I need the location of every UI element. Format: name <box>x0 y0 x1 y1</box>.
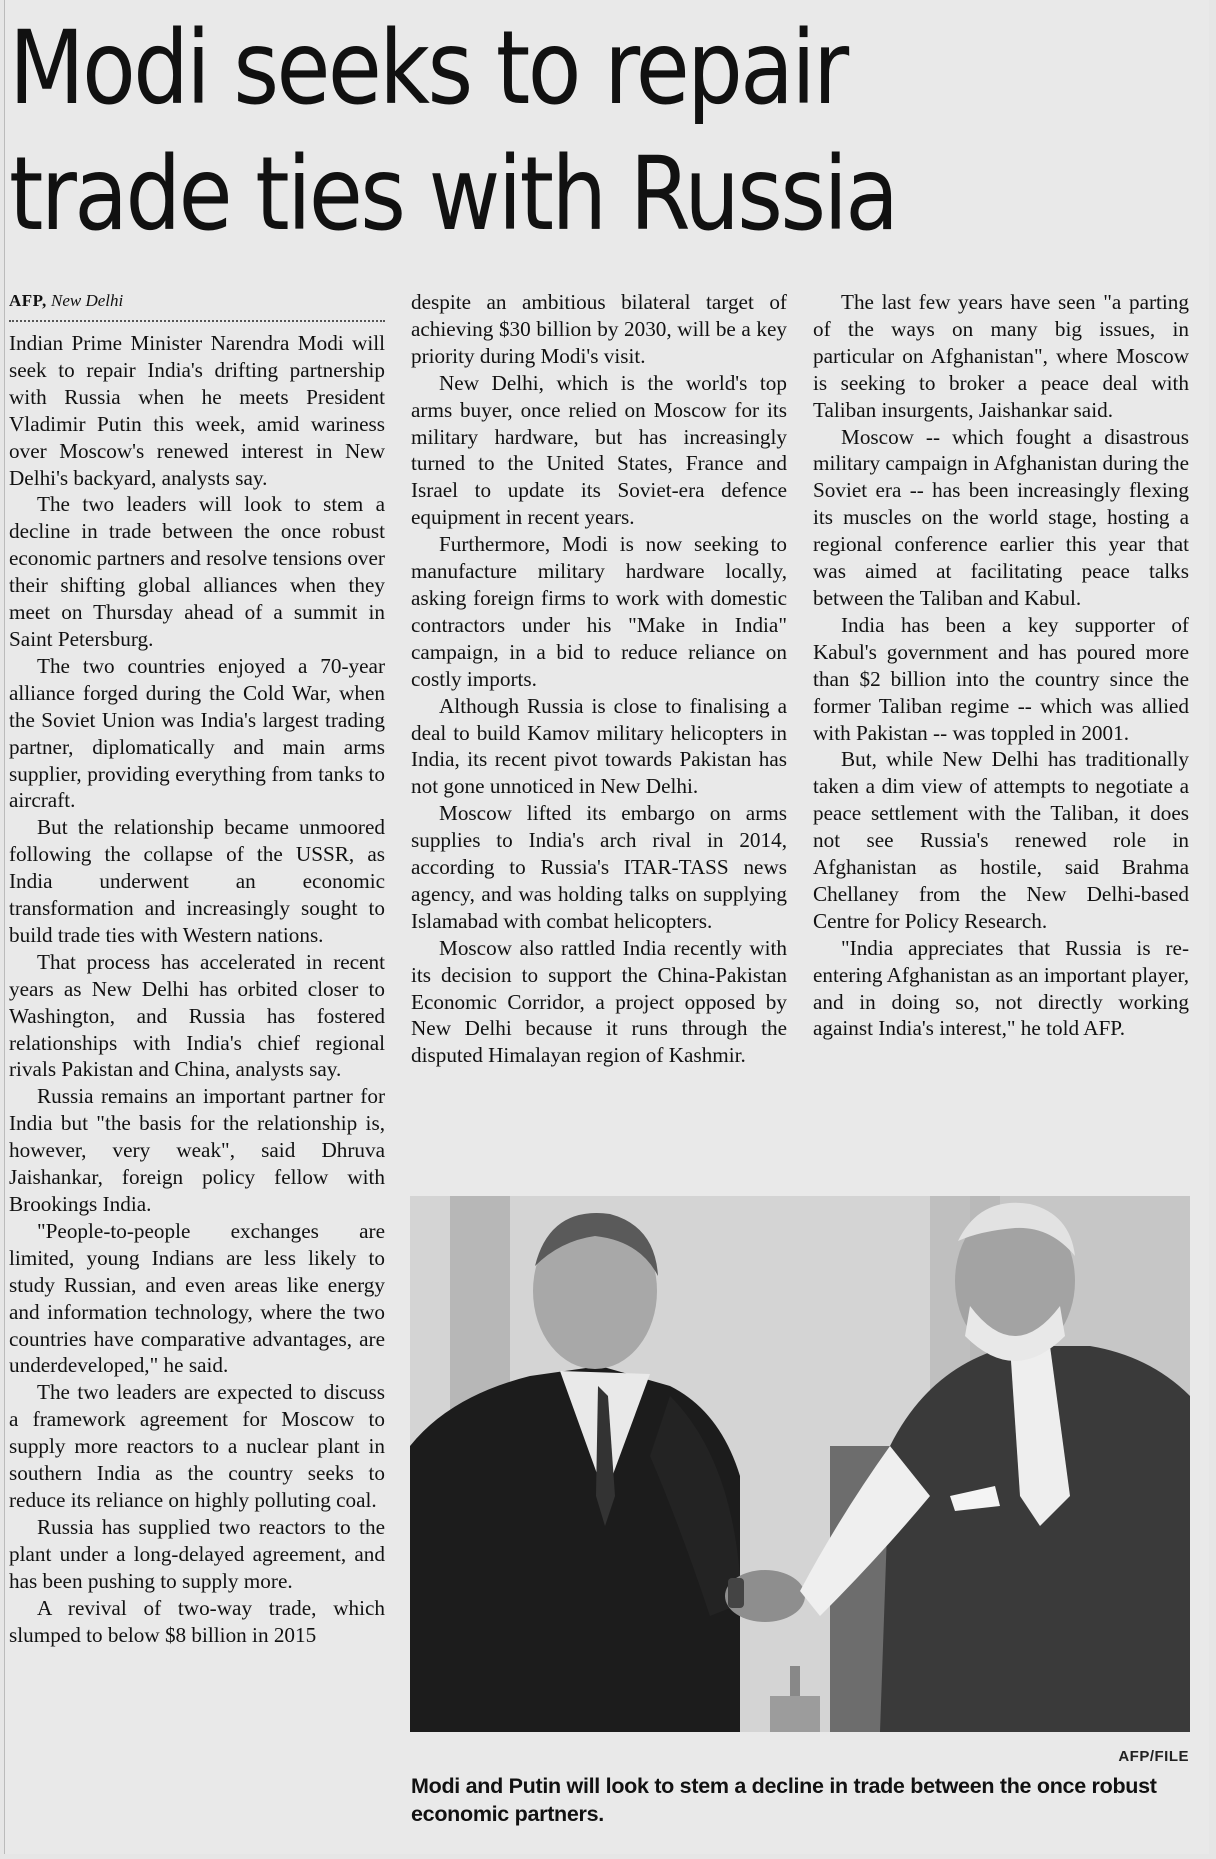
headline: Modi seeks to repair trade ties with Russia <box>9 9 897 254</box>
paragraph: But the relationship became unmoored following the collapse of the USSR, as India underwent an economic transformation and increasingly sought to build trade ties with Western nations. <box>9 815 385 947</box>
paragraph: The last few years have seen "a parting of the ways on many big issues, in particular on Afghanistan", where Moscow is seeking to broker a peace deal with Taliban insurgents, Jaishankar said. <box>813 290 1189 422</box>
paragraph: New Delhi, which is the world's top arms buyer, once relied on Moscow for its military hardware, but has increasingly turned to the United States, France and Israel to update its Soviet-era defence equipment in recent years. <box>411 370 787 530</box>
paragraph: India has been a key supporter of Kabul's government and has poured more than $2 billion into the country since the former Taliban regime -- which was allied with Pakistan -- was toppled in 2001. <box>813 612 1189 745</box>
paragraph: "People-to-people exchanges are limited, young Indians are less likely to study Russian, and even areas like energy and information technology, where the two countries have comparative advantages, are underdeveloped," he said. <box>9 1218 385 1378</box>
paragraph: Furthermore, Modi is now seeking to manufacture military hardware locally, asking foreign firms to work with domestic contractors under his "Make in India" campaign, in a bid to reduce reliance on costly imports. <box>411 532 787 691</box>
photo-credit: AFP/FILE <box>1118 1748 1189 1765</box>
paragraph: But, while New Delhi has traditionally taken a dim view of attempts to negotiate a peace settlement with the Taliban, it does not see Russia's renewed role in Afghanistan as hostile, said Brahma Chellaney from the New Delhi-based Centre for Policy Research. <box>813 747 1189 933</box>
paragraph: Indian Prime Minister Narendra Modi will seek to repair India's drifting partnership with Russia when he meets President Vladimir Putin this week, amid wariness over Moscow's renewed interest in New Delhi's backyard, analysts say. <box>9 331 385 490</box>
paragraph: "India appreciates that Russia is re-entering Afghanistan as an important player, and in doing so, not directly working against India's interest," he told AFP. <box>813 935 1189 1041</box>
paragraph: Russia has supplied two reactors to the plant under a long-delayed agreement, and has been pushing to supply more. <box>9 1514 385 1593</box>
byline-place: New Delhi <box>51 291 124 310</box>
paragraph: The two leaders are expected to discuss a framework agreement for Moscow to supply more reactors to a nuclear plant in southern India as the country seeks to reduce its reliance on highly polluting coal. <box>9 1380 385 1512</box>
paragraph: Russia remains an important partner for India but "the basis for the relationship is, however, very weak", said Dhruva Jaishankar, foreign policy fellow with Brookings India. <box>9 1084 385 1216</box>
news-photo <box>410 1196 1190 1732</box>
byline-agency: AFP, <box>9 291 47 310</box>
paragraph: Although Russia is close to finalising a deal to build Kamov military helicopters in India, its recent pivot towards Pakistan has not gone unnoticed in New Delhi. <box>411 693 787 799</box>
paragraph: That process has accelerated in recent years as New Delhi has orbited closer to Washington, and Russia has fostered relationships with India's chief regional rivals Pakistan and China, analysts say. <box>9 949 385 1082</box>
article-column-2 <box>411 289 787 1069</box>
handshake-illustration <box>410 1196 1190 1732</box>
paragraph: A revival of two-way trade, which slumped to below $8 billion in 2015 <box>9 1595 385 1647</box>
paragraph: The two countries enjoyed a 70-year alliance forged during the Cold War, when the Soviet Union was India's largest trading partner, diplomatically and main arms supplier, providing everything from tanks to aircraft. <box>9 653 385 813</box>
paragraph: Moscow -- which fought a disastrous military campaign in Afghanistan during the Soviet era -- has been increasingly flexing its muscles on the world stage, hosting a regional conference earlier this year that was aimed at facilitating peace talks between the Taliban and Kabul. <box>813 424 1189 610</box>
byline <box>9 290 385 322</box>
paragraph: Moscow also rattled India recently with its decision to support the China-Pakistan Economic Corridor, a project opposed by New Delhi because it runs through the disputed Himalayan region of Kashmir. <box>411 935 787 1068</box>
paragraph: Moscow lifted its embargo on arms supplies to India's arch rival in 2014, according to Russia's ITAR-TASS news agency, and was holding talks on supplying Islamabad with combat helicopters. <box>411 801 787 933</box>
paragraph: despite an ambitious bilateral target of achieving $30 billion by 2030, will be a key priority during Modi's visit. <box>411 290 787 368</box>
article-column-3 <box>813 289 1189 1042</box>
newspaper-page <box>4 0 1209 1854</box>
article-column-1 <box>9 290 385 1648</box>
photo-caption: Modi and Putin will look to stem a decline in trade between the once robust economic partners. <box>411 1774 1157 1826</box>
paragraph: The two leaders will look to stem a decline in trade between the once robust economic partners and resolve tensions over their shifting global alliances when they meet on Thursday ahead of a summit in Saint Petersburg. <box>9 492 385 651</box>
